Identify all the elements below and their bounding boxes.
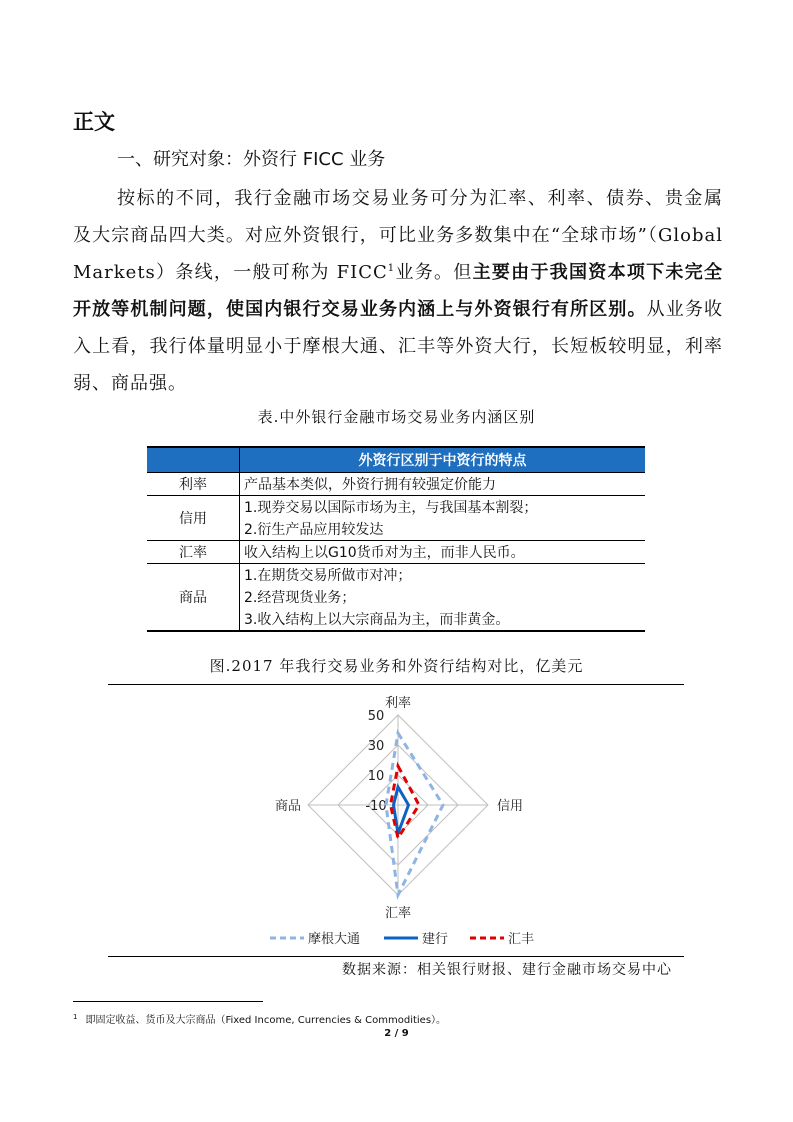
row-category: 利率 [147, 473, 240, 496]
footnote-divider [73, 1001, 263, 1002]
row-text: 产品基本类似，外资行拥有较强定价能力 [240, 473, 646, 496]
paragraph-bold: 主要由于我国资本项下未完全开放等机制问题，使国内银行交易业务内涵上与外资银行有所区别。 [73, 262, 724, 320]
axis-label: 利率 [384, 696, 412, 711]
row-text: 3.收入结构上以大宗商品为主，而非黄金。 [240, 608, 646, 631]
axis-label: 汇率 [384, 906, 412, 921]
radar-chart [108, 685, 684, 955]
row-text: 2.经营现货业务； [244, 590, 356, 606]
paragraph-text-1: 按标的不同，我行金融市场交易业务可分为汇率、利率、债券、贵金属及大宗商品四大类。对应外资银行，可比业务多数集中在“全球市场”（Global Markets）条线，一般可称为 FICC [73, 188, 723, 283]
footnote [73, 1011, 446, 1026]
tick-label: 30 [367, 739, 385, 754]
table-header: 外资行区别于中资行的特点 [240, 447, 646, 473]
data-source: 数据来源：相关银行财报、建行金融市场交易中心 [342, 962, 672, 978]
chart-title: 图.2017 年我行交易业务和外资行结构对比，亿美元 [209, 657, 584, 675]
legend-label: 摩根大通 [308, 932, 361, 947]
axis-label: 商品 [274, 799, 302, 814]
tick-label: 10 [367, 769, 385, 784]
row-category: 信用 [147, 496, 240, 541]
page-number: 2 / 9 [384, 1028, 409, 1039]
body-paragraph [73, 180, 723, 402]
legend-label: 建行 [422, 932, 449, 947]
tick-label: -10 [365, 799, 387, 814]
chart-bottom-rule [108, 956, 684, 957]
footnote-text: 即固定收益、货币及大宗商品（Fixed Income, Currencies & Commodities）。 [85, 1015, 447, 1026]
section-title: 一、研究对象：外资行 FICC 业务 [117, 149, 386, 170]
footnote-ref: 1 [387, 263, 396, 274]
row-text: 2.衍生产品应用较发达 [240, 518, 646, 541]
row-category: 商品 [147, 564, 240, 632]
comparison-table [147, 446, 645, 632]
row-text: 1.在期货交易所做市对冲； [244, 568, 412, 584]
tick-label: 50 [367, 709, 385, 724]
row-category: 汇率 [147, 541, 240, 564]
heading: 正文 [73, 110, 115, 134]
row-text: 收入结构上以G10货币对为主，而非人民币。 [240, 541, 646, 564]
footnote-number: 1 [73, 1012, 78, 1021]
row-text: 1.现券交易以国际市场为主，与我国基本割裂； [244, 500, 538, 516]
table-caption: 表.中外银行金融市场交易业务内涵区别 [257, 408, 536, 426]
paragraph-text-3: 从业务收入上看，我行体量明显小于摩根大通、汇丰等外资大行，长短板较明显，利率弱、商品强。 [73, 299, 724, 394]
table-corner [147, 447, 240, 473]
paragraph-text-2: 业务。但 [395, 262, 473, 283]
axis-label: 信用 [496, 799, 524, 814]
legend-label: 汇丰 [508, 932, 535, 947]
